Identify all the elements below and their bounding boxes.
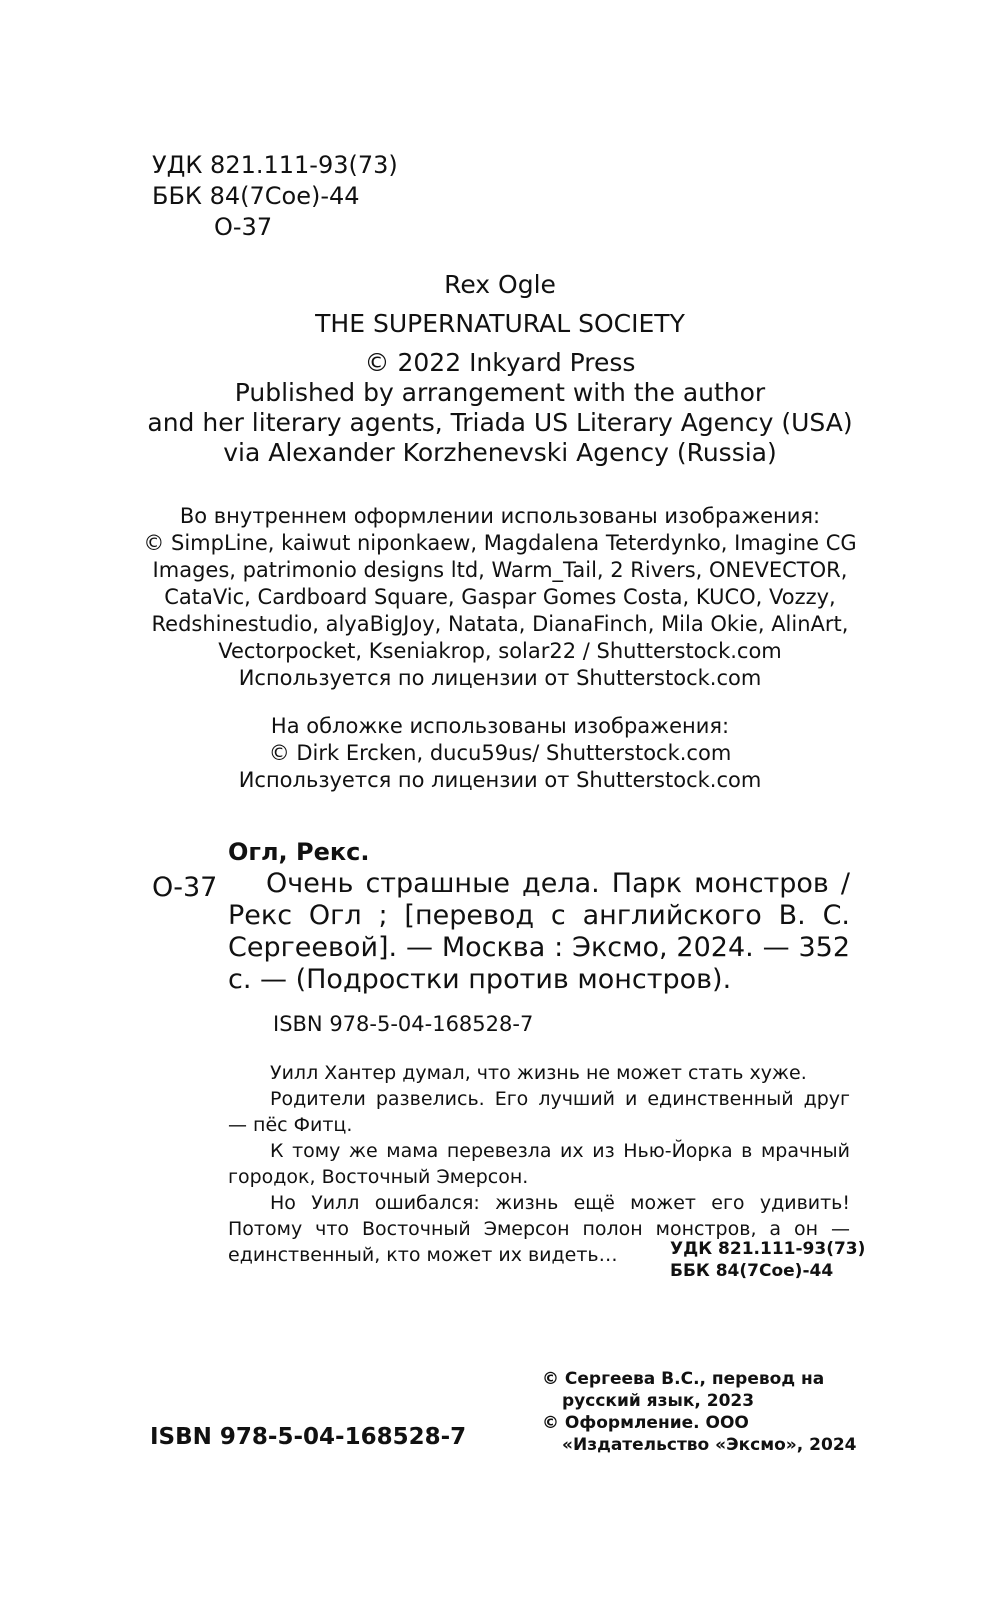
original-author: Rex Ogle xyxy=(444,270,556,299)
credit-line: CataVic, Cardboard Square, Gaspar Gomes Costa, KUCO, Vozzy, xyxy=(164,585,836,609)
annotation-paragraph: Уилл Хантер думал, что жизнь не может стать хуже. xyxy=(270,1062,807,1084)
annotation-paragraph: Родители развелись. Его лучший и единственный друг — пёс Фитц. xyxy=(228,1088,850,1136)
credit-line: Vectorpocket, Kseniakrop, solar22 / Shutterstock.com xyxy=(218,639,782,663)
original-line: via Alexander Korzhenevski Agency (Russia) xyxy=(223,438,777,467)
credit-line: Используется по лицензии от Shutterstock.com xyxy=(238,768,762,792)
credit-line: © Dirk Ercken, ducu59us/ Shutterstock.com xyxy=(268,741,732,765)
cover-image-credits xyxy=(0,713,1000,794)
credit-line: Images, patrimonio designs ltd, Warm_Tail, 2 Rivers, ONEVECTOR, xyxy=(152,558,848,582)
bbk-code: ББК 84(7Сое)-44 xyxy=(152,182,360,210)
original-line: © 2022 Inkyard Press xyxy=(364,348,636,377)
credit-line: © SimpLine, kaiwut niponkaew, Magdalena Teterdynko, Imagine CG xyxy=(143,531,857,555)
bib-description: Очень страшные дела. Парк монстров / Рекс Огл ; [перевод с английского В. С. Сергеевой]. — Москва : Эксмо, 2024. — 352 с. — (Подростки против монстров). xyxy=(228,868,850,995)
credit-line: На обложке использованы изображения: xyxy=(270,714,730,738)
footer-udk: УДК 821.111-93(73) xyxy=(670,1239,866,1259)
original-line: and her literary agents, Triada US Literary Agency (USA) xyxy=(147,408,853,437)
author-sign: О-37 xyxy=(214,213,273,241)
original-edition-block xyxy=(0,270,1000,468)
credit-line: Используется по лицензии от Shutterstock.com xyxy=(238,666,762,690)
annotation xyxy=(228,1060,850,1268)
bib-author: Огл, Рекс. xyxy=(228,838,370,866)
original-title: THE SUPERNATURAL SOCIETY xyxy=(315,309,685,338)
bib-isbn: ISBN 978-5-04-168528-7 xyxy=(273,1012,534,1036)
copyright-design: © Оформление. ООО «Издательство «Эксмо», 2024 xyxy=(542,1413,857,1455)
footer-isbn: ISBN 978-5-04-168528-7 xyxy=(150,1424,467,1450)
credit-line: Во внутреннем оформлении использованы изображения: xyxy=(179,504,821,528)
interior-image-credits xyxy=(0,503,1000,692)
copyright-notices xyxy=(542,1368,858,1456)
annotation-paragraph: Но Уилл ошибался: жизнь ещё может его удивить! Потому что Восточный Эмерсон полон монстров, а он — единственный, кто может их видеть… xyxy=(228,1192,850,1266)
copyright-translation: © Сергеева В.С., перевод на русский язык, 2023 xyxy=(542,1369,825,1411)
classification-codes xyxy=(152,150,398,243)
credit-line: Redshinestudio, alyaBigJoy, Natata, DianaFinch, Mila Okie, AlinArt, xyxy=(151,612,849,636)
bib-author-sign: О-37 xyxy=(152,872,218,903)
original-line: Published by arrangement with the author xyxy=(234,378,766,407)
footer-codes xyxy=(670,1238,865,1282)
annotation-paragraph: К тому же мама перевезла их из Нью-Йорка в мрачный городок, Восточный Эмерсон. xyxy=(228,1140,850,1188)
footer-bbk: ББК 84(7Сое)-44 xyxy=(670,1261,834,1281)
udk-code: УДК 821.111-93(73) xyxy=(152,151,398,179)
